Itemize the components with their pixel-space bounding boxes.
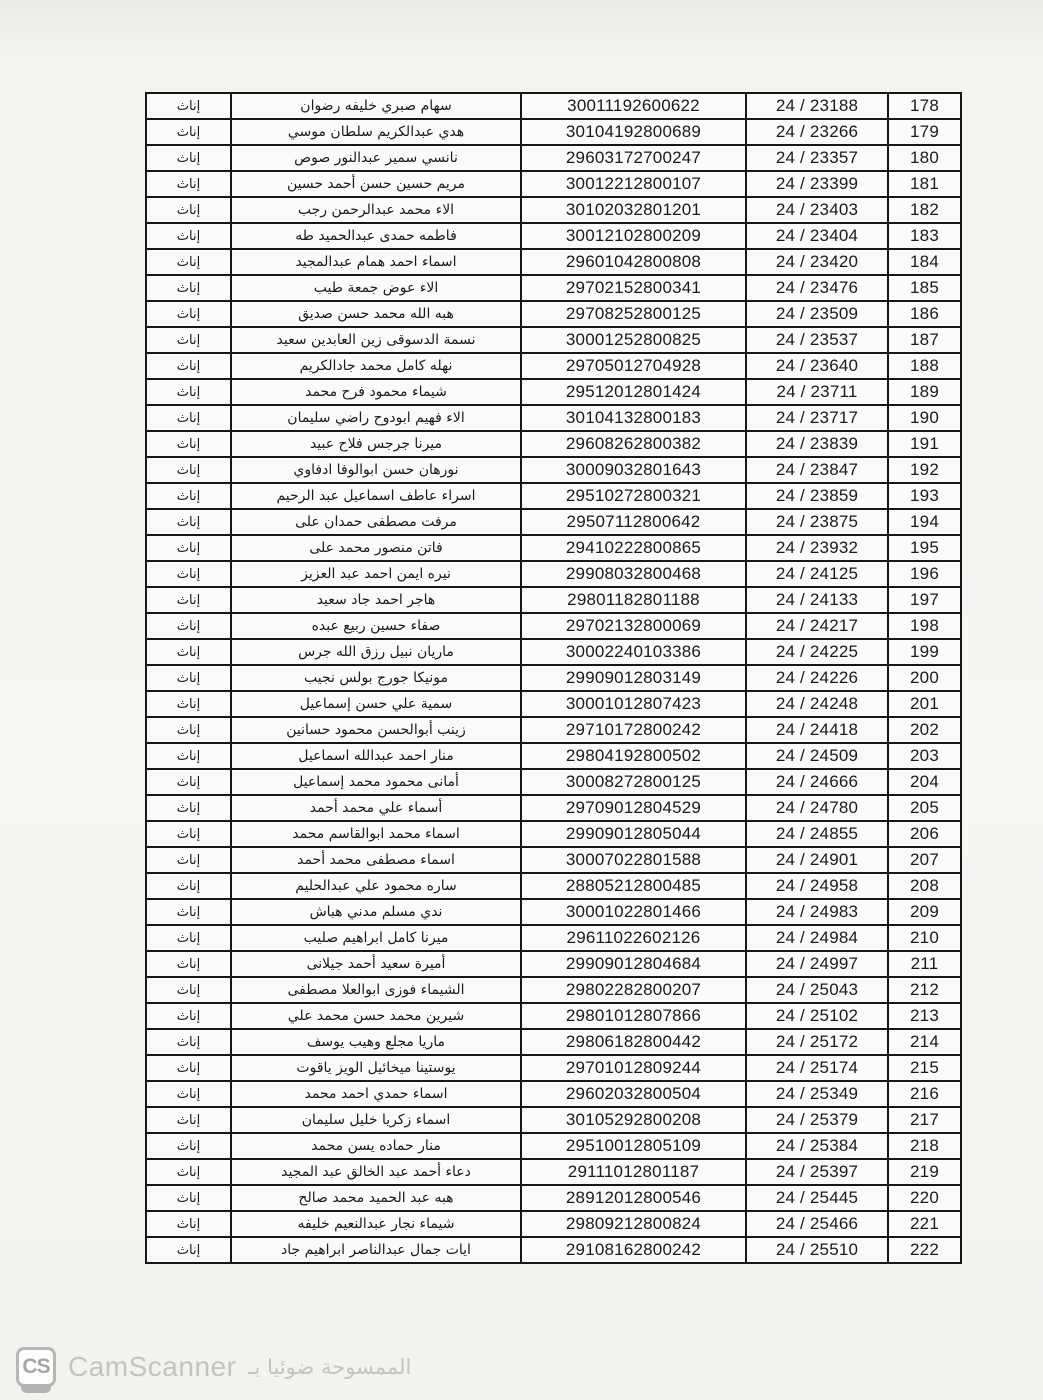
gender-cell: إناث (146, 1133, 231, 1159)
name-cell: منار حماده يسن محمد (231, 1133, 521, 1159)
camscanner-logo-tab (21, 1385, 51, 1393)
name-cell: مريم حسين حسن أحمد حسين (231, 171, 521, 197)
national-id-cell: 29709012804529 (521, 795, 746, 821)
table-row (146, 795, 961, 821)
table-row (146, 327, 961, 353)
name-cell: شيرين محمد حسن محمد علي (231, 1003, 521, 1029)
gender-cell: إناث (146, 119, 231, 145)
serial-cell: 24 / 24983 (746, 899, 888, 925)
table-row (146, 691, 961, 717)
table-row (146, 353, 961, 379)
row-number-cell: 203 (888, 743, 961, 769)
national-id-cell: 29708252800125 (521, 301, 746, 327)
serial-cell: 24 / 23859 (746, 483, 888, 509)
gender-cell: إناث (146, 587, 231, 613)
national-id-cell: 29512012801424 (521, 379, 746, 405)
row-number-cell: 216 (888, 1081, 961, 1107)
serial-cell: 24 / 23266 (746, 119, 888, 145)
table-row (146, 431, 961, 457)
gender-cell: إناث (146, 509, 231, 535)
row-number-cell: 215 (888, 1055, 961, 1081)
national-id-cell: 30104192800689 (521, 119, 746, 145)
table-row (146, 1003, 961, 1029)
row-number-cell: 212 (888, 977, 961, 1003)
national-id-cell: 30102032801201 (521, 197, 746, 223)
table-row (146, 1055, 961, 1081)
table-row (146, 951, 961, 977)
name-cell: شيماء نجار عبدالنعيم خليفه (231, 1211, 521, 1237)
row-number-cell: 218 (888, 1133, 961, 1159)
table-row (146, 457, 961, 483)
name-cell: مرفت مصطفى حمدان على (231, 509, 521, 535)
table-row (146, 405, 961, 431)
roster-table-body (146, 93, 961, 1263)
serial-cell: 24 / 24509 (746, 743, 888, 769)
serial-cell: 24 / 24225 (746, 639, 888, 665)
name-cell: اسراء عاطف اسماعيل عبد الرحيم (231, 483, 521, 509)
table-row (146, 93, 961, 119)
table-row (146, 1081, 961, 1107)
national-id-cell: 29702132800069 (521, 613, 746, 639)
national-id-cell: 29801012807866 (521, 1003, 746, 1029)
national-id-cell: 30012212800107 (521, 171, 746, 197)
national-id-cell: 29909012804684 (521, 951, 746, 977)
row-number-cell: 208 (888, 873, 961, 899)
table-row (146, 821, 961, 847)
row-number-cell: 182 (888, 197, 961, 223)
gender-cell: إناث (146, 821, 231, 847)
name-cell: سمية علي حسن إسماعيل (231, 691, 521, 717)
gender-cell: إناث (146, 353, 231, 379)
table-row (146, 1107, 961, 1133)
serial-cell: 24 / 24125 (746, 561, 888, 587)
gender-cell: إناث (146, 1185, 231, 1211)
row-number-cell: 197 (888, 587, 961, 613)
name-cell: أسماء علي محمد أحمد (231, 795, 521, 821)
gender-cell: إناث (146, 1081, 231, 1107)
row-number-cell: 195 (888, 535, 961, 561)
serial-cell: 24 / 23357 (746, 145, 888, 171)
table-row (146, 275, 961, 301)
national-id-cell: 29809212800824 (521, 1211, 746, 1237)
name-cell: نهله كامل محمد جادالكريم (231, 353, 521, 379)
row-number-cell: 200 (888, 665, 961, 691)
watermark-arabic-text: الممسوحة ضوئيا بـ (248, 1355, 412, 1379)
name-cell: نانسي سمير عبدالنور صوص (231, 145, 521, 171)
row-number-cell: 201 (888, 691, 961, 717)
gender-cell: إناث (146, 639, 231, 665)
gender-cell: إناث (146, 457, 231, 483)
gender-cell: إناث (146, 561, 231, 587)
national-id-cell: 28805212800485 (521, 873, 746, 899)
row-number-cell: 184 (888, 249, 961, 275)
serial-cell: 24 / 24217 (746, 613, 888, 639)
table-row (146, 1029, 961, 1055)
national-id-cell: 30001252800825 (521, 327, 746, 353)
national-id-cell: 29802282800207 (521, 977, 746, 1003)
serial-cell: 24 / 25172 (746, 1029, 888, 1055)
row-number-cell: 186 (888, 301, 961, 327)
table-row (146, 977, 961, 1003)
table-row (146, 145, 961, 171)
serial-cell: 24 / 25379 (746, 1107, 888, 1133)
gender-cell: إناث (146, 275, 231, 301)
gender-cell: إناث (146, 1029, 231, 1055)
gender-cell: إناث (146, 691, 231, 717)
row-number-cell: 193 (888, 483, 961, 509)
national-id-cell: 30001012807423 (521, 691, 746, 717)
name-cell: ميرنا جرجس فلاح عبيد (231, 431, 521, 457)
name-cell: هبه الله محمد حسن صديق (231, 301, 521, 327)
name-cell: أميرة سعيد أحمد جيلانى (231, 951, 521, 977)
name-cell: نورهان حسن ابوالوفا ادفاوي (231, 457, 521, 483)
table-row (146, 197, 961, 223)
camscanner-brand-text: CamScanner (68, 1351, 237, 1382)
row-number-cell: 220 (888, 1185, 961, 1211)
table-row (146, 509, 961, 535)
row-number-cell: 221 (888, 1211, 961, 1237)
name-cell: ساره محمود علي عبدالحليم (231, 873, 521, 899)
serial-cell: 24 / 23875 (746, 509, 888, 535)
national-id-cell: 29601042800808 (521, 249, 746, 275)
row-number-cell: 192 (888, 457, 961, 483)
national-id-cell: 29705012704928 (521, 353, 746, 379)
national-id-cell: 29909012805044 (521, 821, 746, 847)
serial-cell: 24 / 23717 (746, 405, 888, 431)
camscanner-logo-letters: CS (22, 1355, 50, 1378)
national-id-cell: 29603172700247 (521, 145, 746, 171)
name-cell: مونيكا جورج بولس نجيب (231, 665, 521, 691)
table-row (146, 1185, 961, 1211)
table-row (146, 769, 961, 795)
row-number-cell: 178 (888, 93, 961, 119)
row-number-cell: 202 (888, 717, 961, 743)
national-id-cell: 28912012800546 (521, 1185, 746, 1211)
serial-cell: 24 / 23847 (746, 457, 888, 483)
name-cell: منار احمد عبدالله اسماعيل (231, 743, 521, 769)
gender-cell: إناث (146, 613, 231, 639)
row-number-cell: 204 (888, 769, 961, 795)
row-number-cell: 179 (888, 119, 961, 145)
name-cell: هدي عبدالكريم سلطان موسي (231, 119, 521, 145)
name-cell: ندي مسلم مدني هباش (231, 899, 521, 925)
table-row (146, 639, 961, 665)
serial-cell: 24 / 25043 (746, 977, 888, 1003)
table-row (146, 119, 961, 145)
national-id-cell: 29908032800468 (521, 561, 746, 587)
serial-cell: 24 / 25102 (746, 1003, 888, 1029)
row-number-cell: 219 (888, 1159, 961, 1185)
national-id-cell: 29111012801187 (521, 1159, 746, 1185)
table-row (146, 873, 961, 899)
national-id-cell: 29510272800321 (521, 483, 746, 509)
serial-cell: 24 / 23711 (746, 379, 888, 405)
row-number-cell: 187 (888, 327, 961, 353)
name-cell: اسماء حمدي احمد محمد (231, 1081, 521, 1107)
national-id-cell: 30002240103386 (521, 639, 746, 665)
national-id-cell: 29909012803149 (521, 665, 746, 691)
name-cell: زينب أبوالحسن محمود حسانين (231, 717, 521, 743)
serial-cell: 24 / 24133 (746, 587, 888, 613)
serial-cell: 24 / 23537 (746, 327, 888, 353)
table-row (146, 223, 961, 249)
row-number-cell: 199 (888, 639, 961, 665)
national-id-cell: 30009032801643 (521, 457, 746, 483)
row-number-cell: 191 (888, 431, 961, 457)
serial-cell: 24 / 23404 (746, 223, 888, 249)
row-number-cell: 181 (888, 171, 961, 197)
gender-cell: إناث (146, 795, 231, 821)
gender-cell: إناث (146, 171, 231, 197)
table-row (146, 535, 961, 561)
camscanner-logo-icon (16, 1347, 56, 1387)
serial-cell: 24 / 24997 (746, 951, 888, 977)
row-number-cell: 210 (888, 925, 961, 951)
national-id-cell: 29410222800865 (521, 535, 746, 561)
table-row (146, 1133, 961, 1159)
camscanner-watermark (16, 1342, 411, 1392)
gender-cell: إناث (146, 1055, 231, 1081)
row-number-cell: 214 (888, 1029, 961, 1055)
gender-cell: إناث (146, 327, 231, 353)
national-id-cell: 30008272800125 (521, 769, 746, 795)
gender-cell: إناث (146, 1107, 231, 1133)
serial-cell: 24 / 24226 (746, 665, 888, 691)
gender-cell: إناث (146, 379, 231, 405)
name-cell: دعاء أحمد عبد الخالق عبد المجيد (231, 1159, 521, 1185)
name-cell: ماريا مجلع وهيب يوسف (231, 1029, 521, 1055)
serial-cell: 24 / 24780 (746, 795, 888, 821)
name-cell: اسماء مصطفى محمد أحمد (231, 847, 521, 873)
serial-cell: 24 / 24958 (746, 873, 888, 899)
row-number-cell: 185 (888, 275, 961, 301)
table-row (146, 743, 961, 769)
table-row (146, 301, 961, 327)
name-cell: فاتن منصور محمد على (231, 535, 521, 561)
gender-cell: إناث (146, 223, 231, 249)
name-cell: اسماء احمد همام عبدالمجيد (231, 249, 521, 275)
name-cell: هاجر احمد جاد سعيد (231, 587, 521, 613)
name-cell: فاطمه حمدى عبدالحميد طه (231, 223, 521, 249)
national-id-cell: 29710172800242 (521, 717, 746, 743)
gender-cell: إناث (146, 717, 231, 743)
national-id-cell: 29510012805109 (521, 1133, 746, 1159)
serial-cell: 24 / 23640 (746, 353, 888, 379)
serial-cell: 24 / 23399 (746, 171, 888, 197)
gender-cell: إناث (146, 1003, 231, 1029)
student-roster-table (145, 92, 962, 1264)
gender-cell: إناث (146, 743, 231, 769)
name-cell: يوستينا ميخائيل الويز ياقوت (231, 1055, 521, 1081)
national-id-cell: 30012102800209 (521, 223, 746, 249)
gender-cell: إناث (146, 665, 231, 691)
serial-cell: 24 / 24901 (746, 847, 888, 873)
table-row (146, 613, 961, 639)
gender-cell: إناث (146, 873, 231, 899)
gender-cell: إناث (146, 769, 231, 795)
gender-cell: إناث (146, 145, 231, 171)
name-cell: الشيماء فوزى ابوالعلا مصطفى (231, 977, 521, 1003)
gender-cell: إناث (146, 249, 231, 275)
row-number-cell: 183 (888, 223, 961, 249)
national-id-cell: 29608262800382 (521, 431, 746, 457)
row-number-cell: 189 (888, 379, 961, 405)
table-row (146, 717, 961, 743)
serial-cell: 24 / 23509 (746, 301, 888, 327)
national-id-cell: 29804192800502 (521, 743, 746, 769)
row-number-cell: 196 (888, 561, 961, 587)
table-row (146, 1159, 961, 1185)
table-row (146, 1211, 961, 1237)
serial-cell: 24 / 25510 (746, 1237, 888, 1263)
name-cell: أمانى محمود محمد إسماعيل (231, 769, 521, 795)
national-id-cell: 30011192600622 (521, 93, 746, 119)
gender-cell: إناث (146, 977, 231, 1003)
gender-cell: إناث (146, 1237, 231, 1263)
row-number-cell: 205 (888, 795, 961, 821)
row-number-cell: 194 (888, 509, 961, 535)
row-number-cell: 206 (888, 821, 961, 847)
table-row (146, 899, 961, 925)
gender-cell: إناث (146, 301, 231, 327)
national-id-cell: 29507112800642 (521, 509, 746, 535)
serial-cell: 24 / 25445 (746, 1185, 888, 1211)
gender-cell: إناث (146, 483, 231, 509)
gender-cell: إناث (146, 1159, 231, 1185)
name-cell: الاء محمد عبدالرحمن رجب (231, 197, 521, 223)
name-cell: اسماء محمد ابوالقاسم محمد (231, 821, 521, 847)
national-id-cell: 30001022801466 (521, 899, 746, 925)
name-cell: ايات جمال عبدالناصر ابراهيم جاد (231, 1237, 521, 1263)
table-row (146, 379, 961, 405)
row-number-cell: 217 (888, 1107, 961, 1133)
name-cell: الاء فهيم ابودوح راضي سليمان (231, 405, 521, 431)
national-id-cell: 29611022602126 (521, 925, 746, 951)
gender-cell: إناث (146, 925, 231, 951)
name-cell: صفاء حسين ربيع عبده (231, 613, 521, 639)
gender-cell: إناث (146, 93, 231, 119)
serial-cell: 24 / 24984 (746, 925, 888, 951)
gender-cell: إناث (146, 197, 231, 223)
serial-cell: 24 / 23839 (746, 431, 888, 457)
row-number-cell: 213 (888, 1003, 961, 1029)
name-cell: ميرنا كامل ابراهيم صليب (231, 925, 521, 951)
row-number-cell: 198 (888, 613, 961, 639)
table-row (146, 587, 961, 613)
row-number-cell: 190 (888, 405, 961, 431)
name-cell: الاء عوض جمعة طيب (231, 275, 521, 301)
row-number-cell: 207 (888, 847, 961, 873)
table-row (146, 665, 961, 691)
serial-cell: 24 / 24855 (746, 821, 888, 847)
serial-cell: 24 / 25397 (746, 1159, 888, 1185)
name-cell: اسماء زكريا خليل سليمان (231, 1107, 521, 1133)
serial-cell: 24 / 23932 (746, 535, 888, 561)
national-id-cell: 30105292800208 (521, 1107, 746, 1133)
national-id-cell: 29806182800442 (521, 1029, 746, 1055)
serial-cell: 24 / 24666 (746, 769, 888, 795)
gender-cell: إناث (146, 951, 231, 977)
gender-cell: إناث (146, 535, 231, 561)
row-number-cell: 211 (888, 951, 961, 977)
name-cell: هبه عبد الحميد محمد صالح (231, 1185, 521, 1211)
table-row (146, 847, 961, 873)
serial-cell: 24 / 25466 (746, 1211, 888, 1237)
row-number-cell: 209 (888, 899, 961, 925)
table-row (146, 925, 961, 951)
serial-cell: 24 / 24418 (746, 717, 888, 743)
row-number-cell: 222 (888, 1237, 961, 1263)
gender-cell: إناث (146, 899, 231, 925)
serial-cell: 24 / 25349 (746, 1081, 888, 1107)
table-row (146, 1237, 961, 1263)
table-row (146, 561, 961, 587)
table-row (146, 483, 961, 509)
gender-cell: إناث (146, 405, 231, 431)
national-id-cell: 29801182801188 (521, 587, 746, 613)
gender-cell: إناث (146, 1211, 231, 1237)
name-cell: نيره ايمن احمد عبد العزيز (231, 561, 521, 587)
national-id-cell: 30007022801588 (521, 847, 746, 873)
name-cell: سهام صبري خليفه رضوان (231, 93, 521, 119)
national-id-cell: 29702152800341 (521, 275, 746, 301)
serial-cell: 24 / 25174 (746, 1055, 888, 1081)
row-number-cell: 188 (888, 353, 961, 379)
serial-cell: 24 / 23420 (746, 249, 888, 275)
name-cell: ماريان نبيل رزق الله جرس (231, 639, 521, 665)
serial-cell: 24 / 23188 (746, 93, 888, 119)
national-id-cell: 29701012809244 (521, 1055, 746, 1081)
national-id-cell: 30104132800183 (521, 405, 746, 431)
gender-cell: إناث (146, 847, 231, 873)
serial-cell: 24 / 24248 (746, 691, 888, 717)
table-row (146, 249, 961, 275)
gender-cell: إناث (146, 431, 231, 457)
serial-cell: 24 / 23476 (746, 275, 888, 301)
name-cell: نسمة الدسوقى زين العابدين سعيد (231, 327, 521, 353)
national-id-cell: 29602032800504 (521, 1081, 746, 1107)
row-number-cell: 180 (888, 145, 961, 171)
serial-cell: 24 / 23403 (746, 197, 888, 223)
serial-cell: 24 / 25384 (746, 1133, 888, 1159)
national-id-cell: 29108162800242 (521, 1237, 746, 1263)
name-cell: شيماء محمود فرح محمد (231, 379, 521, 405)
table-row (146, 171, 961, 197)
